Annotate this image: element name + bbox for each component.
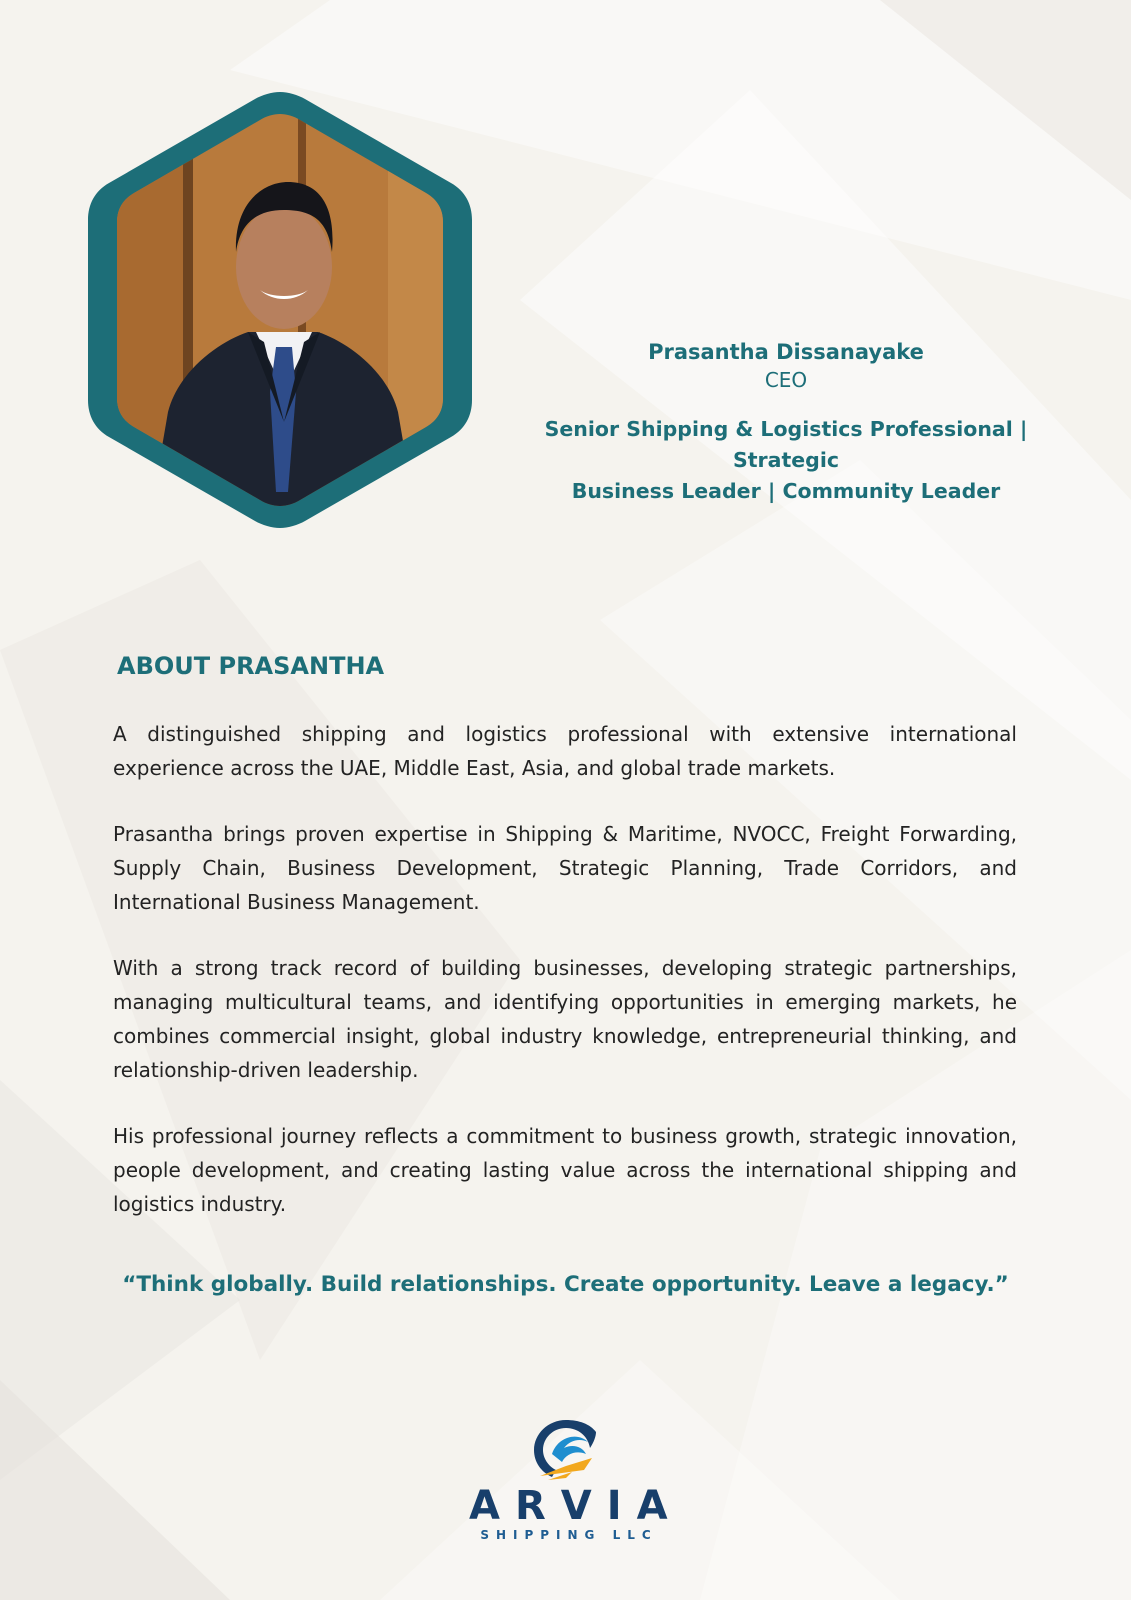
about-paragraph: A distinguished shipping and logistics professional with extensive international experience across the UAE, Middle East, Asia, and global trade markets. (113, 722, 1017, 780)
about-heading: ABOUT PRASANTHA (117, 652, 385, 680)
about-paragraph: His professional journey reflects a commitment to business growth, strategic innovation, people development, and creating lasting value across the international shipping and logistics industry. (113, 1124, 1017, 1216)
hexagon-portrait-frame (88, 92, 472, 528)
tagline-line-2: Business Leader | Community Leader (571, 479, 1001, 503)
profile-tagline (500, 414, 1072, 507)
about-paragraph: With a strong track record of building businesses, developing strategic partnerships, managing multicultural teams, and identifying opportunities in emerging markets, he combines commercial insight, global industry knowledge, entrepreneurial thinking, and relationship-driven leadership. (113, 956, 1017, 1082)
profile-name: Prasantha Dissanayake (648, 340, 924, 364)
profile-header (500, 340, 1072, 507)
portrait-photo (88, 92, 472, 528)
tagline-line-1: Senior Shipping & Logistics Professional | Strategic (544, 417, 1028, 472)
brand-subtitle: SHIPPING LLC (480, 1528, 658, 1542)
company-logo (455, 1418, 683, 1542)
wave-sun-logo-icon (526, 1418, 604, 1482)
quote: “Think globally. Build relationships. Create opportunity. Leave a legacy.” (122, 1272, 1009, 1297)
brand-name: ARVIA (469, 1483, 683, 1529)
profile-portrait (88, 92, 472, 528)
profile-role: CEO (764, 368, 808, 392)
about-paragraph: Prasantha brings proven expertise in Shipping & Maritime, NVOCC, Freight Forwarding, Supply Chain, Business Development, Strategic Planning, Trade Corridors, and International Business Management. (113, 822, 1017, 914)
about-section (113, 717, 1017, 1253)
